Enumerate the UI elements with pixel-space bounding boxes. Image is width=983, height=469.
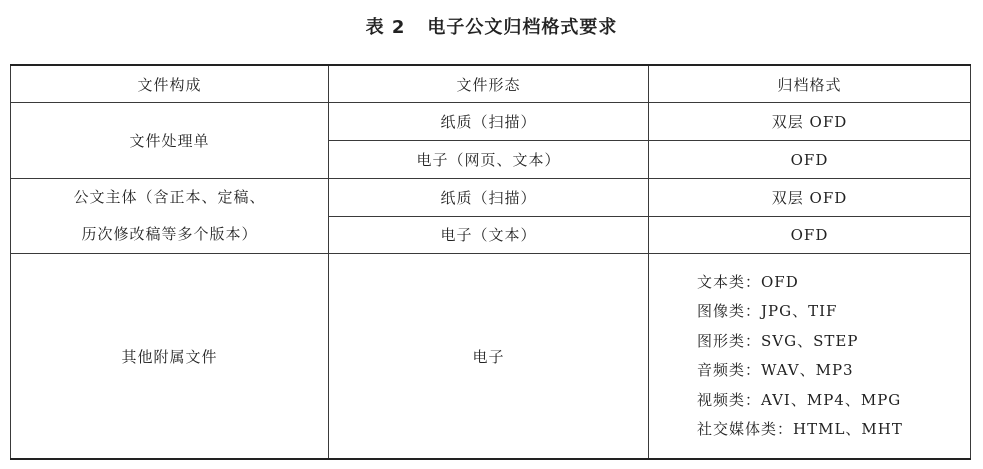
group-name-line: 公文主体（含正本、定稿、 (73, 188, 266, 206)
group-name-attachments: 其他附属文件 (11, 254, 329, 460)
table-row (11, 254, 971, 460)
format-list-item: 视频类：AVI、MP4、MPG (697, 390, 902, 409)
cell-form: 纸质（扫描） (329, 103, 649, 141)
table-header-row (11, 65, 971, 103)
cell-form: 纸质（扫描） (329, 179, 649, 217)
format-list-item: 图形类：SVG、STEP (697, 331, 859, 350)
archive-format-table (10, 64, 971, 460)
cell-format: OFD (649, 141, 971, 179)
cell-format: 双层 OFD (649, 103, 971, 141)
format-list-item: 文本类：OFD (697, 272, 799, 291)
cell-form: 电子 (329, 254, 649, 460)
format-list (649, 254, 971, 460)
table-row (11, 179, 971, 217)
header-form: 文件形态 (329, 65, 649, 103)
table-caption (0, 13, 983, 39)
header-composition: 文件构成 (11, 65, 329, 103)
table-title: 电子公文归档格式要求 (427, 17, 618, 38)
group-name-line: 历次修改稿等多个版本） (81, 225, 258, 243)
format-list-item: 图像类：JPG、TIF (697, 302, 838, 320)
table-number: 表 2 (365, 17, 406, 38)
cell-format: 双层 OFD (649, 179, 971, 217)
format-list-item: 社交媒体类：HTML、MHT (697, 420, 903, 438)
cell-form: 电子（文本） (329, 216, 649, 254)
group-name-processing-sheet: 文件处理单 (11, 103, 329, 179)
cell-format: OFD (649, 216, 971, 254)
cell-form: 电子（网页、文本） (329, 141, 649, 179)
group-name-document-body (11, 179, 329, 254)
format-list-item: 音频类：WAV、MP3 (697, 361, 854, 379)
header-format: 归档格式 (649, 65, 971, 103)
table-row (11, 103, 971, 141)
